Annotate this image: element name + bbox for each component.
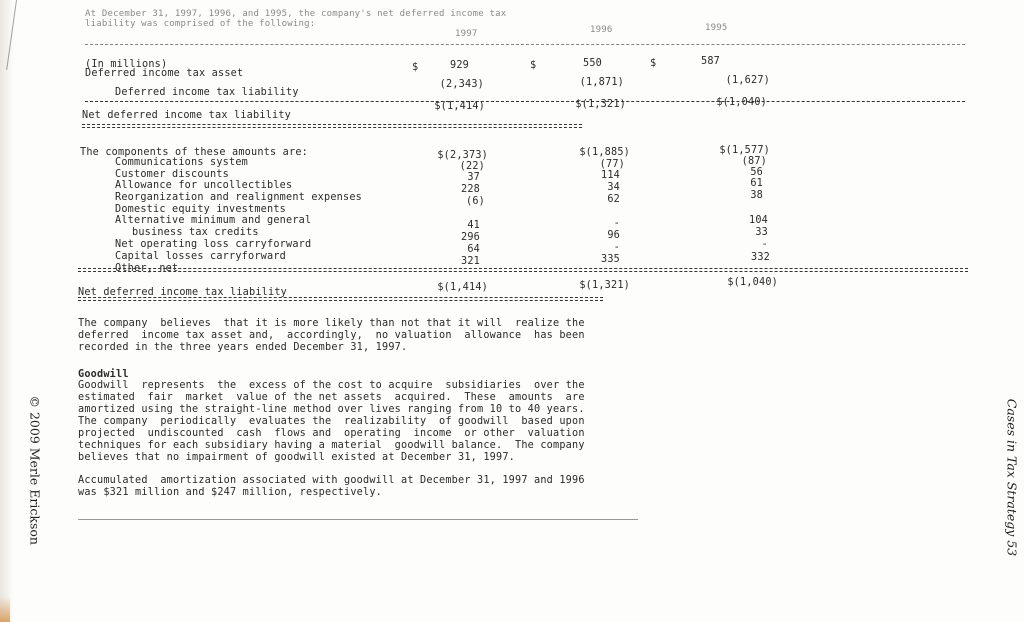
deferred-liability-label: Deferred income tax liability <box>115 87 299 98</box>
net-liability-1996-bottom: $(1,321) <box>579 280 630 291</box>
component-1997-business-tax-credits: 41 <box>467 220 480 231</box>
component-1995-reorganization: 61 <box>750 178 763 189</box>
goodwill-line-6: techniques for each subsidiary having a material goodwill balance. The company <box>78 440 585 451</box>
component-label-nol: Net operating loss carryforward <box>115 239 312 250</box>
component-1997-communications: $(2,373) <box>437 150 488 161</box>
component-1996-domestic-equity: 62 <box>607 194 620 205</box>
valuation-paragraph-line-1: The company believes that it is more likely than not that it will realize the <box>78 318 585 329</box>
component-label-other: Other, net <box>115 263 179 274</box>
header-line-1: At December 31, 1997, 1996, and 1995, the company's net deferred income tax <box>85 9 507 19</box>
goodwill-line-4: The company periodically evaluates the realizability of goodwill based upon <box>78 416 585 427</box>
year-1996-header: 1996 <box>590 25 613 35</box>
net-liability-1997-bottom: $(1,414) <box>437 282 488 293</box>
running-head: Cases in Tax Strategy 53 <box>1004 398 1020 557</box>
net-liability-1995-top: $(1,040) <box>716 97 767 108</box>
page-edge-shadow <box>0 0 14 622</box>
deferred-liability-1996: (1,871) <box>579 77 624 88</box>
goodwill-line-3: amortized using the straight-line method over lives ranging from 10 to 40 years. <box>78 404 585 415</box>
year-1997-header: 1997 <box>455 29 478 39</box>
component-label-alt-minimum: Alternative minimum and general <box>115 215 312 226</box>
component-1997-nol: 296 <box>460 232 480 243</box>
deferred-asset-label: Deferred income tax asset <box>85 68 244 79</box>
component-label-customer-discounts: Customer discounts <box>115 169 230 180</box>
component-label-communications: Communications system <box>115 157 249 168</box>
top-table-rule <box>85 101 965 102</box>
component-label-allowance: Allowance for uncollectibles <box>115 180 293 191</box>
component-1995-domestic-equity: 38 <box>750 190 763 201</box>
component-label-business-tax-credits: business tax credits <box>132 227 259 238</box>
component-1996-other: 335 <box>600 254 620 265</box>
net-liability-1995-bottom: $(1,040) <box>727 277 778 288</box>
component-1995-allowance: 56 <box>750 167 763 178</box>
net-liability-1996-top: $(1,321) <box>575 99 626 110</box>
component-1997-other: 321 <box>460 256 480 267</box>
component-1995-business-tax-credits: 104 <box>748 215 768 226</box>
component-1996-allowance: 114 <box>600 170 620 181</box>
component-1995-customer-discounts: (87) <box>741 156 767 167</box>
header-line-2: liability was comprised of the following: <box>85 19 316 29</box>
page-edge-stain <box>0 596 10 622</box>
valuation-paragraph-line-2: deferred income tax asset and, accordingly, no valuation allowance has been <box>78 330 585 341</box>
amortization-line-2: was $321 million and $247 million, respectively. <box>78 487 383 498</box>
net-liability-label-top: Net deferred income tax liability <box>82 110 292 121</box>
deferred-liability-1997: (2,343) <box>439 79 484 90</box>
component-1996-nol: 96 <box>607 230 620 241</box>
copyright-notice: © 2009 Merle Erickson <box>27 395 43 545</box>
deferred-liability-1995: (1,627) <box>725 75 770 86</box>
component-1995-capital-losses: - <box>761 239 768 250</box>
component-1996-reorganization: 34 <box>607 182 620 193</box>
deferred-asset-1997: 929 <box>449 60 469 71</box>
goodwill-line-7: believes that no impairment of goodwill existed at December 31, 1997. <box>78 452 516 463</box>
goodwill-line-2: estimated fair market value of the net assets acquired. These amounts are <box>78 392 585 403</box>
component-1995-nol: 33 <box>755 227 768 238</box>
dollar-sign-1995: $ <box>650 58 657 69</box>
dollar-sign-1997: $ <box>412 62 419 73</box>
component-1997-allowance: 37 <box>467 172 480 183</box>
components-intro: The components of these amounts are: <box>80 147 309 158</box>
valuation-paragraph-line-3: recorded in the three years ended December 31, 1997. <box>78 342 408 353</box>
components-rule <box>78 268 968 272</box>
amortization-line-1: Accumulated amortization associated with goodwill at December 31, 1997 and 1996 <box>78 475 585 486</box>
year-1995-header: 1995 <box>705 23 728 33</box>
footer-rule <box>78 519 638 520</box>
components-total-double-rule <box>78 297 603 301</box>
component-label-reorganization: Reorganization and realignment expenses <box>115 192 363 203</box>
deferred-asset-1996: 550 <box>582 58 602 69</box>
component-1996-business-tax-credits: - <box>613 218 620 229</box>
component-1996-communications: $(1,885) <box>579 147 630 158</box>
component-1997-capital-losses: 64 <box>467 244 480 255</box>
component-1997-reorganization: 228 <box>460 184 480 195</box>
component-1997-customer-discounts: (22) <box>459 161 485 172</box>
component-label-capital-losses: Capital losses carryforward <box>115 251 287 262</box>
binding-mark <box>0 0 17 70</box>
dollar-sign-1996: $ <box>530 60 537 71</box>
component-1997-domestic-equity: (6) <box>465 196 485 207</box>
goodwill-line-1: Goodwill represents the excess of the cost to acquire subsidiaries over the <box>78 380 585 391</box>
component-1996-customer-discounts: (77) <box>599 159 625 170</box>
header-rule <box>85 44 965 45</box>
net-liability-label-bottom: Net deferred income tax liability <box>78 287 288 298</box>
goodwill-line-5: projected undiscounted cash flows and operating income or other valuation <box>78 428 585 439</box>
deferred-asset-1995: 587 <box>700 56 720 67</box>
component-1995-other: 332 <box>750 252 770 263</box>
net-liability-1997-top: $(1,414) <box>434 101 485 112</box>
unit-label: (In millions) <box>85 59 168 70</box>
component-label-domestic-equity: Domestic equity investments <box>115 204 287 215</box>
goodwill-heading: Goodwill <box>78 369 129 380</box>
component-1996-capital-losses: - <box>613 242 620 253</box>
top-table-double-rule <box>82 124 582 128</box>
component-1995-communications: $(1,577) <box>719 145 770 156</box>
